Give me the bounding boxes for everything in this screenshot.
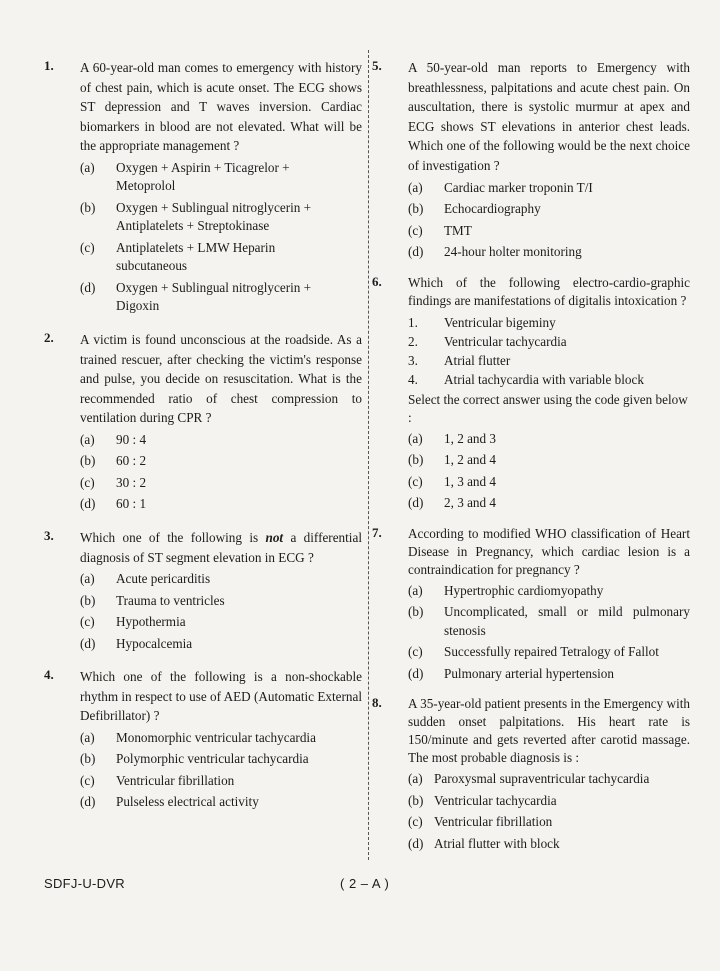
question-text (80, 528, 362, 567)
option-text: Successfully repaired Tetralogy of Fallot (444, 644, 659, 660)
option-label: (d) (80, 794, 96, 810)
option (408, 222, 690, 241)
option (408, 582, 690, 601)
option (408, 494, 690, 513)
option-text: 60 : 1 (116, 496, 147, 512)
options (80, 570, 362, 653)
question-number: 5. (372, 58, 382, 73)
question-number: 1. (44, 58, 54, 73)
option-label: (d) (80, 635, 96, 651)
question-text: Which of the following electro-cardio-graphic findings are manifestations of digitalis intoxication ? (408, 274, 690, 308)
option-text: 1, 2 and 4 (444, 452, 497, 468)
question-6 (372, 274, 690, 513)
options (80, 729, 362, 812)
option (408, 451, 690, 470)
option-text: Echocardiography (444, 201, 541, 217)
option (80, 452, 362, 471)
option (80, 570, 362, 589)
option-label: (c) (80, 474, 95, 490)
option-label: (d) (80, 279, 96, 295)
option-text: Paroxysmal supraventricular tachycardia (434, 771, 650, 787)
question-number: 7. (372, 524, 382, 540)
option-text: Ventricular fibrillation (434, 814, 553, 830)
option-text: TMT (444, 222, 472, 238)
question-text-start: Which one of the following is (80, 529, 266, 545)
option-label: (a) (408, 582, 423, 598)
option (408, 603, 690, 640)
question-number: 3. (44, 527, 54, 543)
question-1 (44, 58, 362, 316)
question-text-end: a differential diagnosis of ST segment elevation in ECG ? (80, 529, 362, 565)
option-label: (c) (80, 614, 95, 630)
statement-label: 2. (408, 333, 418, 349)
instruction-note: Select the correct answer using the code given below : (408, 391, 688, 425)
option-label: (d) (408, 835, 424, 851)
option-text: Pulseless electrical activity (116, 794, 259, 810)
option-text: 30 : 2 (116, 474, 147, 490)
question-8 (372, 695, 690, 853)
statement-text: Atrial flutter (444, 352, 511, 368)
question-text: According to modified WHO classification of Heart Disease in Pregnancy, which cardiac lesion is a contraindication for pregnancy ? (408, 525, 690, 577)
option-label: (b) (408, 452, 424, 468)
option-label: (d) (408, 244, 424, 260)
option-text: Oxygen + Aspirin + Ticagrelor + Metoprolol (116, 159, 290, 194)
option (80, 729, 362, 748)
statement-text: Atrial tachycardia with variable block (444, 371, 644, 387)
question-number: 4. (44, 667, 54, 683)
option-label: (c) (80, 239, 95, 255)
option (80, 613, 362, 632)
statement-label: 4. (408, 371, 418, 387)
option (408, 243, 690, 262)
question-3 (44, 528, 362, 653)
option-text: Acute pericarditis (116, 571, 211, 587)
statement-label: 3. (408, 352, 418, 368)
option-text: Ventricular fibrillation (116, 772, 235, 788)
option (408, 179, 690, 198)
option-text: Polymorphic ventricular tachycardia (116, 751, 309, 767)
question-2 (44, 330, 362, 514)
question-4 (44, 667, 362, 812)
statement (408, 313, 690, 332)
question-text: A 50-year-old man reports to Emergency with breathlessness, palpitations and acute chest pain. On auscultation, there is systolic murmur at apex and ECG shows ST elevations in anterior chest leads. Which one of the following would be the next choice of investigation ? (408, 60, 690, 173)
option-label: (c) (408, 644, 423, 660)
option-label: (b) (80, 199, 96, 215)
statements (408, 313, 690, 389)
option (408, 643, 690, 662)
page-number: ( 2 – A ) (340, 876, 390, 891)
option-text: Ventricular tachycardia (434, 792, 557, 808)
statement (408, 332, 690, 351)
option-label: (c) (80, 772, 95, 788)
option-text: 1, 3 and 4 (444, 473, 497, 489)
column-divider (368, 50, 369, 860)
option-text: 24-hour holter monitoring (444, 244, 582, 260)
options (80, 159, 362, 316)
option-label: (a) (408, 179, 423, 195)
option (408, 473, 690, 492)
option-text: Oxygen + Sublingual nitroglycerin + Antiplatelets + Streptokinase (116, 199, 312, 234)
option-text: Pulmonary arterial hypertension (444, 665, 614, 681)
question-7 (372, 525, 690, 684)
statement-text: Ventricular tachycardia (444, 333, 567, 349)
option (408, 430, 690, 449)
question-number: 8. (372, 695, 382, 711)
option-label: (b) (408, 201, 424, 217)
option (80, 793, 362, 812)
option (80, 592, 362, 611)
option-label: (d) (408, 495, 424, 511)
booklet-code: SDFJ-U-DVR (44, 876, 125, 891)
option (80, 635, 362, 654)
option-label: (a) (408, 430, 423, 446)
question-text: Which one of the following is a non-shockable rhythm in respect to use of AED (Automatic External Defibrillator) ? (80, 669, 362, 724)
option-label: (b) (408, 604, 424, 620)
option-label: (c) (408, 222, 423, 238)
option-label: (c) (408, 814, 423, 830)
option (408, 813, 690, 832)
option (80, 431, 362, 450)
option-label: (b) (80, 453, 96, 469)
left-column (44, 58, 362, 826)
question-emphasis: not (265, 529, 284, 545)
option-text: Hypertrophic cardiomyopathy (444, 582, 604, 598)
option-label: (c) (408, 473, 423, 489)
option-label: (b) (80, 751, 96, 767)
option-text: Oxygen + Sublingual nitroglycerin + Digoxin (116, 279, 312, 314)
options (408, 770, 690, 853)
option (408, 835, 690, 854)
question-5 (372, 58, 690, 262)
option (80, 239, 362, 276)
option-label: (d) (80, 496, 96, 512)
option-text: Uncomplicated, small or mild pulmonary stenosis (444, 604, 690, 638)
option-label: (a) (408, 771, 423, 787)
option-text: 90 : 4 (116, 431, 147, 447)
option-label: (d) (408, 665, 424, 681)
option-text: Trauma to ventricles (116, 592, 225, 608)
question-text: A victim is found unconscious at the roadside. As a trained rescuer, after checking the victim's response and pulse, you decide on resuscitation. What is the recommended ratio of chest compression to ventilation during CPR ? (80, 331, 362, 426)
option (80, 474, 362, 493)
option (408, 792, 690, 811)
options (408, 582, 690, 684)
option (408, 665, 690, 684)
option-label: (b) (80, 592, 96, 608)
option-label: (a) (80, 729, 95, 745)
option-text: 60 : 2 (116, 453, 147, 469)
options (408, 430, 690, 513)
option-text: 1, 2 and 3 (444, 430, 497, 446)
option-text: Monomorphic ventricular tachycardia (116, 729, 316, 745)
options (80, 431, 362, 514)
statement (408, 351, 690, 370)
option-text: Atrial flutter with block (434, 835, 560, 851)
option (408, 770, 690, 789)
statement-text: Ventricular bigeminy (444, 314, 556, 330)
option-text: 2, 3 and 4 (444, 495, 497, 511)
option-text: Hypocalcemia (116, 635, 193, 651)
right-column (372, 58, 690, 867)
question-number: 6. (372, 273, 382, 289)
question-number: 2. (44, 329, 54, 345)
option (80, 495, 362, 514)
option-text: Hypothermia (116, 614, 186, 630)
option-label: (a) (80, 571, 95, 587)
option-label: (a) (80, 159, 95, 175)
options (408, 179, 690, 262)
option (80, 772, 362, 791)
statement-label: 1. (408, 314, 418, 330)
statement (408, 370, 690, 389)
option-text: Cardiac marker troponin T/I (444, 179, 593, 195)
option-label: (b) (408, 792, 424, 808)
option-text: Antiplatelets + LMW Heparin subcutaneous (116, 239, 276, 274)
question-text: A 35-year-old patient presents in the Emergency with sudden onset palpitations. His heart rate is 150/minute and gets reverted after carotid massage. The most probable diagnosis is : (408, 696, 690, 766)
option (80, 279, 362, 316)
question-text: A 60-year-old man comes to emergency with history of chest pain, which is acute onset. The ECG shows ST depression and T waves inversion. Cardiac biomarkers in blood are not elevated. What will be the appropriate management ? (80, 60, 362, 154)
option (80, 159, 362, 196)
option (80, 199, 362, 236)
option (80, 750, 362, 769)
option-label: (a) (80, 431, 95, 447)
option (408, 200, 690, 219)
